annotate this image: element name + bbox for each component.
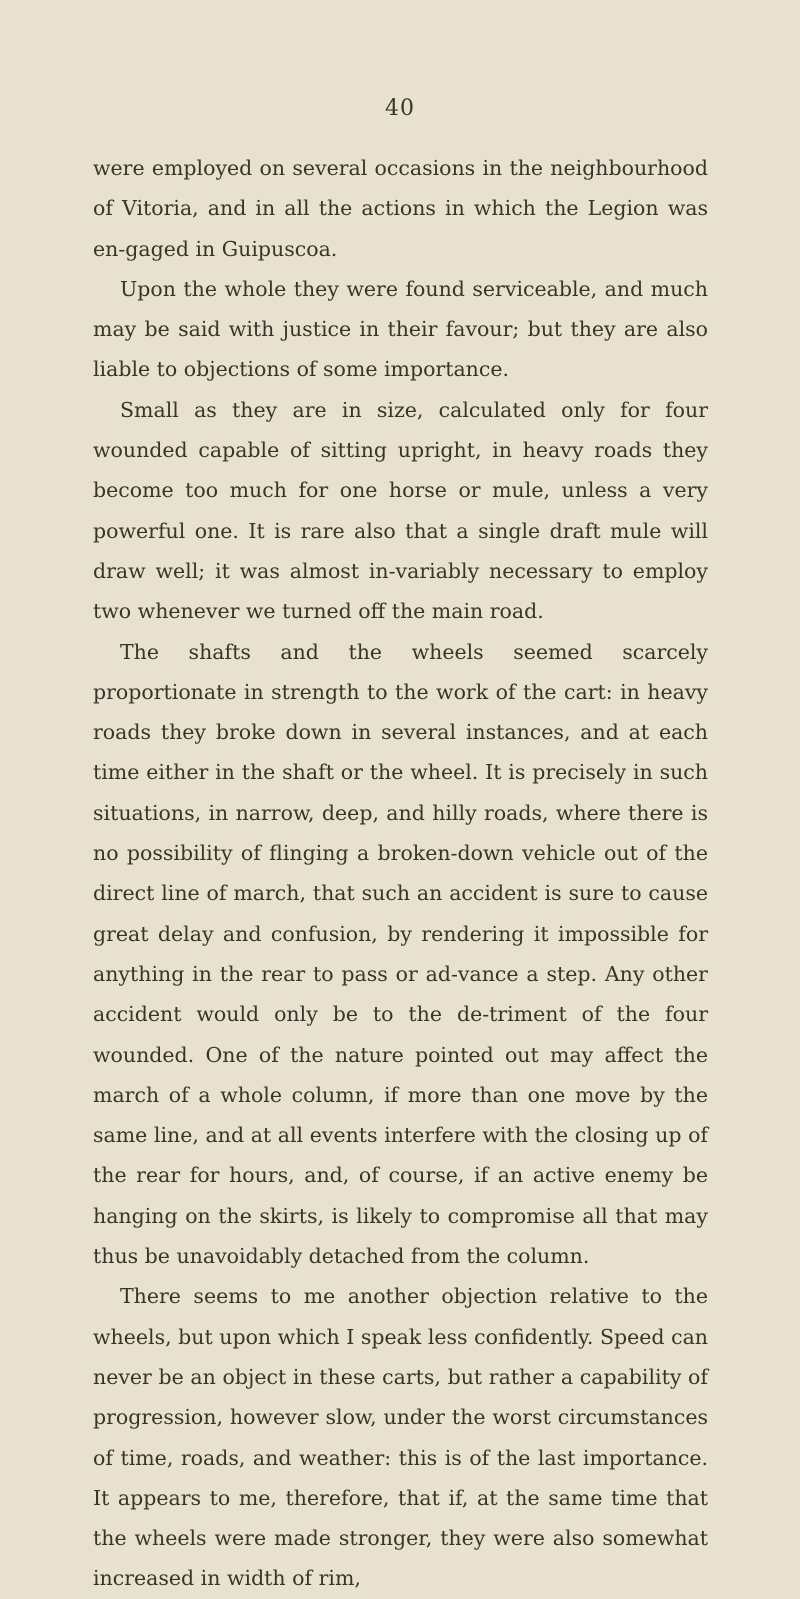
page-number: 40 <box>385 96 415 121</box>
paragraph: There seems to me another objection relative to the wheels, but upon which I speak less confidently. Speed can never be an object in these carts, but rather a capability of progression, however slow, under the worst circumstances of time, roads, and weather: this is of the last importance. It appears to me, therefore, that if, at the same time that the wheels were made stronger, they were also somewhat increased in width of rim, <box>93 1284 708 1591</box>
paragraph: Upon the whole they were found serviceable, and much may be said with justice in their favour; but they are also liable to objections of some importance. <box>93 276 708 382</box>
paragraph: The shafts and the wheels seemed scarcely proportionate in strength to the work of the cart: in heavy roads they broke down in several instances, and at each time either in the shaft or the wheel. It is precisely in such situations, in narrow, deep, and hilly roads, where there is no possibility of flinging a broken-down vehicle out of the direct line of march, that such an accident is sure to cause great delay and confusion, by rendering it impossible for anything in the rear to pass or ad-vance a step. Any other accident would only be to the de-triment of the four wounded. One of the nature pointed out may affect the march of a whole column, if more than one move by the same line, and at all events interfere with the closing up of the rear for hours, and, of course, if an active enemy be hanging on the skirts, is likely to compromise all that may thus be unavoidably detached from the column. <box>93 639 708 1269</box>
paragraph: were employed on several occasions in the neighbourhood of Vitoria, and in all the actions in which the Legion was en-gaged in Guipuscoa. <box>93 156 708 261</box>
body-text <box>93 148 708 1599</box>
paragraph: Small as they are in size, calculated only for four wounded capable of sitting upright, in heavy roads they become too much for one horse or mule, unless a very powerful one. It is rare also that a single draft mule will draw well; it was almost in-variably necessary to employ two whenever we turned off the main road. <box>93 397 708 624</box>
